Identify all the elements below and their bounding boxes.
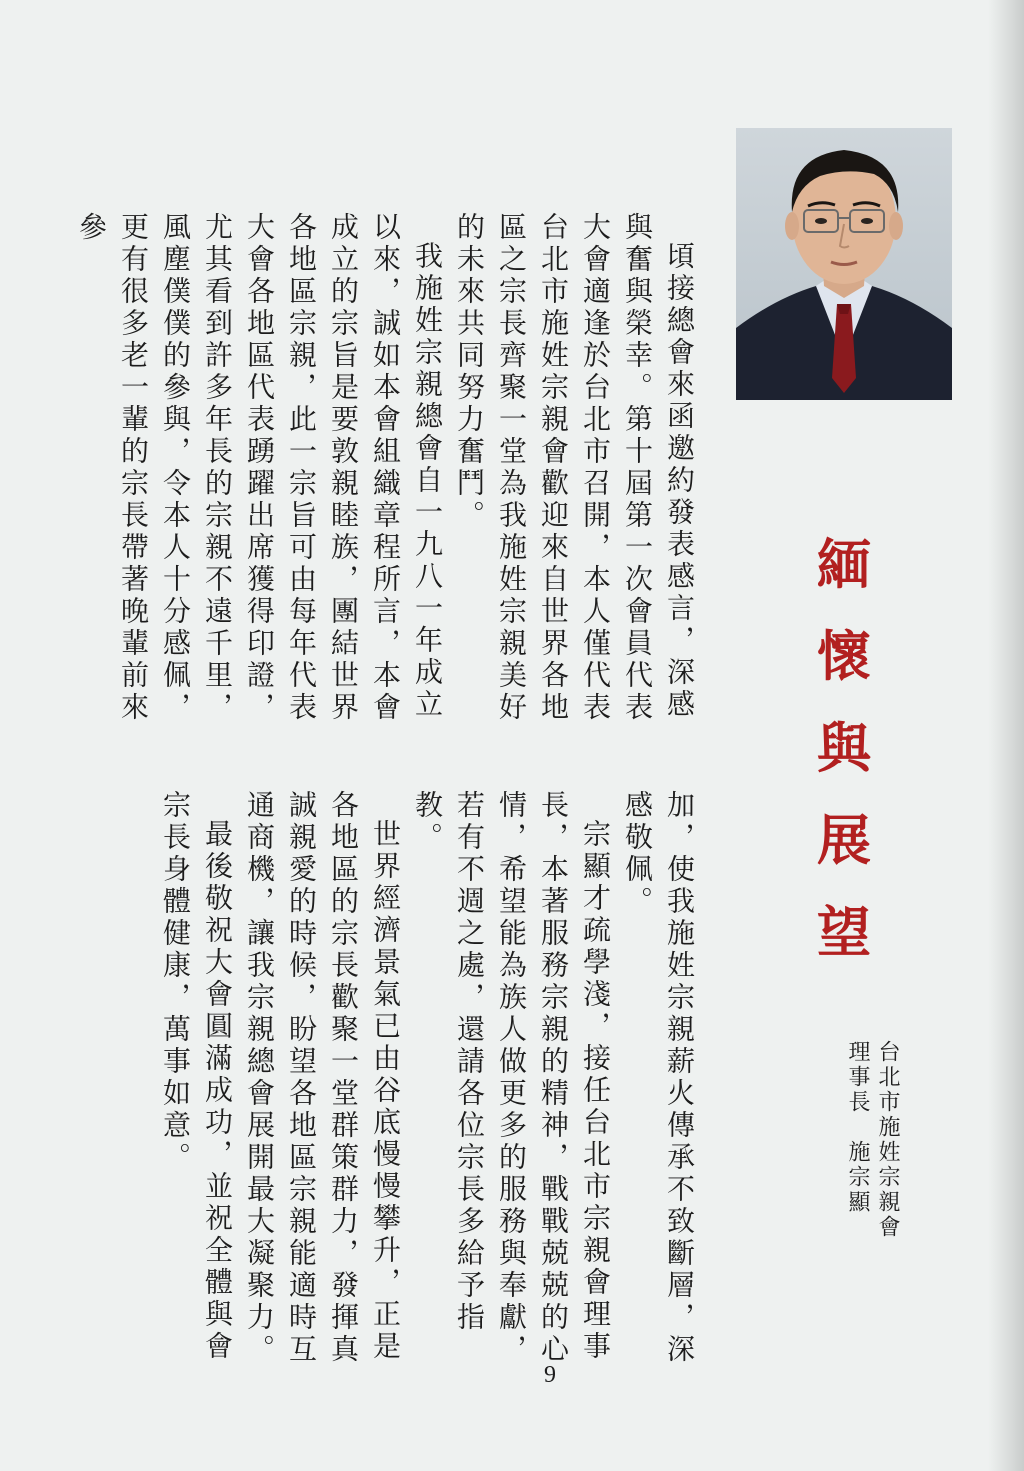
article-body-upper <box>75 212 700 732</box>
paragraph: 我施姓宗親總會自一九八一年成立以來，誠如本會組織章程所言，本會成立的宗旨是要敦親睦族，團結世界各地區宗親，此一宗旨可由每年代表大會各地區代表踴躍出席獲得印證，尤其看到許多年長的宗親不遠千里，風塵僕僕的參與，令本人十分感佩，更有很多老一輩的宗長帶著晚輩前來參 <box>75 212 444 724</box>
paragraph: 最後敬祝大會圓滿成功，並祝全體與會宗長身體健康，萬事如意。 <box>159 790 234 1364</box>
title-char: 與 <box>817 716 871 780</box>
article-body-lower <box>160 790 700 1370</box>
portrait-illustration <box>736 128 952 400</box>
signature-role: 理事長 <box>845 1040 870 1115</box>
title-char: 懷 <box>817 624 871 688</box>
portrait-photo <box>736 128 952 400</box>
signature-block <box>822 1040 902 1280</box>
title-char: 望 <box>817 900 871 964</box>
paragraph: 宗顯才疏學淺，接任台北市宗親會理事長，本著服務宗親的精神，戰戰兢兢的心情，希望能為族人做更多的服務與奉獻，若有不週之處，還請各位宗長多給予指教。 <box>411 790 612 1366</box>
paragraph: 頃接總會來函邀約發表感言，深感與奮與榮幸。第十屆第一次會員代表大會適逢於台北市召開，本人僅代表台北市施姓宗親會歡迎來自世界各地區之宗長齊聚一堂為我施姓宗親美好的未來共同努力奮鬥。 <box>453 212 696 724</box>
title-char: 緬 <box>817 532 871 596</box>
paragraph: 世界經濟景氣已由谷底慢慢攀升，正是各地區的宗長歡聚一堂群策群力，發揮真誠親愛的時候，盼望各地區宗親能適時互通商機，讓我宗親總會展開最大凝聚力。 <box>243 790 402 1366</box>
article-title <box>808 518 880 978</box>
paragraph: 加，使我施姓宗親薪火傳承不致斷層，深感敬佩。 <box>621 790 696 1366</box>
signature-org: 台北市施姓宗親會 <box>875 1040 900 1240</box>
signature-name: 施宗顯 <box>845 1140 870 1215</box>
title-char: 展 <box>817 808 871 872</box>
page-binding-edge <box>988 0 1024 1471</box>
page-number: 9 <box>544 1362 556 1388</box>
